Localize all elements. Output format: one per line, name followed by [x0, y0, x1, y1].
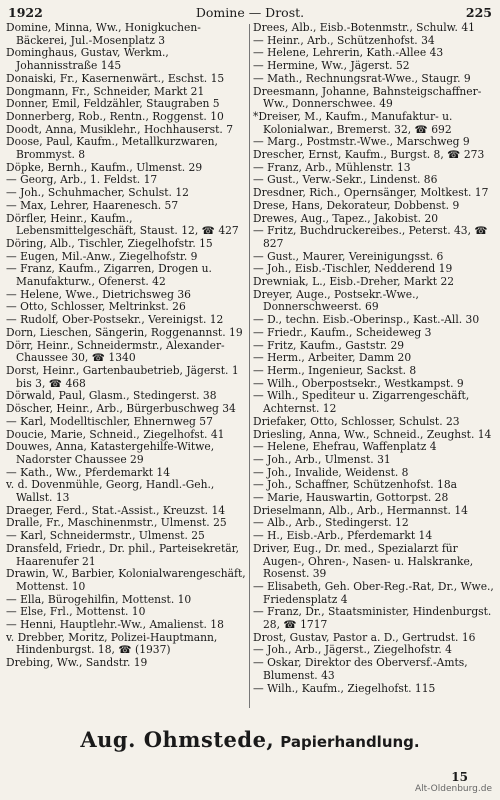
directory-entry: *Dreiser, M., Kaufm., Manufaktur- u. Kolonialwar., Bremerst. 32, ☎ 692 — [253, 109, 453, 136]
directory-entry: — Hermine, Ww., Jägerst. 52 — [253, 59, 410, 73]
directory-entry: Domine, Minna, Ww., Honigkuchen-Bäckerei, Jul.-Mosenplatz 3 — [6, 22, 201, 47]
header-year: 1922 — [8, 5, 43, 20]
advertisement — [0, 728, 500, 754]
directory-entry: Dorst, Heinr., Gartenbaubetrieb, Jägerst. 1 bis 3, ☎ 468 — [6, 363, 239, 390]
directory-entry: Dörr, Heinr., Schneidermstr., Alexander-Chaussee 30, ☎ 1340 — [6, 338, 225, 365]
directory-entry: — Helene, Wwe., Dietrichsweg 36 — [6, 287, 191, 301]
directory-entry: Drieselmann, Alb., Arb., Hermannst. 14 — [253, 503, 468, 517]
directory-entry: — Herm., Ingenieur, Sackst. 8 — [253, 363, 417, 377]
directory-entry: — D., techn. Eisb.-Oberinsp., Kast.-All. 30 — [253, 313, 480, 327]
directory-entry: Douwes, Anna, Katastergehilfe-Witwe, Nadorster Chaussee 29 — [6, 440, 215, 466]
directory-entry: — Marg., Postmstr.-Wwe., Marschweg 9 — [253, 135, 470, 149]
directory-entry: — Heinr., Arb., Schützenhofst. 34 — [253, 33, 435, 47]
directory-entry: Drost, Gustav, Pastor a. D., Gertrudst. 16 — [253, 630, 476, 644]
directory-entry: — Otto, Schlosser, Meltrinkst. 26 — [6, 300, 186, 314]
directory-entry: Driesling, Anna, Ww., Schneid., Zeughst. 14 — [253, 427, 492, 441]
directory-entry: — Henni, Hauptlehr.-Ww., Amalienst. 18 — [6, 618, 224, 632]
directory-entry: Dörfler, Heinr., Kaufm., Lebensmittelgeschäft, Staust. 12, ☎ 427 — [6, 211, 239, 238]
directory-entry: Döscher, Heinr., Arb., Bürgerbuschweg 34 — [6, 402, 236, 416]
directory-entry: — Fritz, Kaufm., Gaststr. 29 — [253, 338, 405, 352]
directory-entry: Drescher, Ernst, Kaufm., Burgst. 8, ☎ 273 — [253, 148, 485, 162]
directory-entry: — Gust., Maurer, Vereinigungsst. 6 — [253, 249, 444, 263]
directory-entry: Dörwald, Paul, Glasm., Stedingerst. 38 — [6, 389, 217, 403]
directory-entry: — Wilh., Oberpostsekr., Westkampst. 9 — [253, 376, 464, 390]
page-footer — [0, 770, 494, 796]
directory-entry: Drawin, W., Barbier, Kolonialwarengeschäft, Mottenst. 10 — [6, 567, 246, 593]
directory-entry: Drewniak, L., Eisb.-Dreher, Markt 22 — [253, 275, 455, 289]
sheet-number: 15 — [451, 770, 468, 784]
directory-entry: — Joh., Schuhmacher, Schulst. 12 — [6, 186, 189, 200]
advert-name: Aug. Ohmstede, — [80, 727, 275, 752]
left-column — [6, 22, 247, 708]
directory-entry: Donnerberg, Rob., Rentn., Roggenst. 10 — [6, 109, 224, 123]
directory-entry: — Helene, Ehefrau, Waffenplatz 4 — [253, 440, 437, 454]
directory-entry: — Fritz, Buchdruckereibes., Peterst. 43, ☎ 827 — [253, 224, 488, 250]
directory-entry: Döpke, Bernh., Kaufm., Ulmenst. 29 — [6, 160, 203, 174]
right-column — [253, 22, 494, 708]
directory-entry: Dorn, Lieschen, Sängerin, Roggenannst. 19 — [6, 325, 243, 339]
directory-entry: — Wilh., Spediteur u. Zigarrengeschäft, Achternst. 12 — [253, 389, 470, 416]
advert-trade: Papierhandlung. — [280, 733, 420, 751]
directory-entry: Doose, Paul, Kaufm., Metallkurzwaren, Brommyst. 8 — [6, 135, 218, 162]
directory-entry: — Gust., Verw.-Sekr., Lindenst. 86 — [253, 173, 438, 187]
directory-entry: Drees, Alb., Eisb.-Botenmstr., Schulw. 41 — [253, 22, 475, 34]
directory-entry: — Joh., Eisb.-Tischler, Nedderend 19 — [253, 262, 453, 276]
directory-entry: v. Drebber, Moritz, Polizei-Hauptmann, Hindenburgst. 18, ☎ (1937) — [6, 630, 218, 657]
directory-entry: — Joh., Schaffner, Schützenhofst. 18a — [253, 478, 457, 492]
directory-entry: Donner, Emil, Feldzähler, Staugraben 5 — [6, 97, 220, 111]
directory-entry: — Franz, Kaufm., Zigarren, Drogen u. Manufakturw., Ofenerst. 42 — [6, 262, 212, 289]
directory-entry: — Franz, Dr., Staatsminister, Hindenburgst. 28, ☎ 1717 — [253, 605, 492, 632]
column-divider — [249, 24, 250, 708]
directory-entry: — Eugen, Mil.-Anw., Ziegelhofstr. 9 — [6, 249, 198, 263]
directory-entry: Driefaker, Otto, Schlosser, Schulst. 23 — [253, 414, 460, 428]
directory-entry: — Oskar, Direktor des Oberversf.-Amts, Blumenst. 43 — [253, 656, 468, 682]
directory-entry: — Joh., Invalide, Weidenst. 8 — [253, 465, 409, 479]
directory-entry: — H., Eisb.-Arb., Pferdemarkt 14 — [253, 529, 433, 543]
directory-entry: — Joh., Arb., Jägerst., Ziegelhofstr. 4 — [253, 643, 452, 657]
directory-entry: — Herm., Arbeiter, Damm 20 — [253, 351, 412, 365]
directory-entry: — Helene, Lehrerin, Kath.-Allee 43 — [253, 46, 444, 60]
directory-entry: Dransfeld, Friedr., Dr. phil., Parteisekretär, Haarenufer 21 — [6, 541, 239, 568]
directory-entry: Doodt, Anna, Musiklehr., Hochhauserst. 7 — [6, 122, 234, 136]
directory-entry: — Rudolf, Ober-Postsekr., Vereinigst. 12 — [6, 313, 224, 327]
directory-entry: Drese, Hans, Dekorateur, Dobbenst. 9 — [253, 198, 460, 212]
directory-entry: Dralle, Fr., Maschinenmstr., Ulmenst. 25 — [6, 516, 227, 530]
directory-entry: — Georg, Arb., 1. Feldst. 17 — [6, 173, 158, 187]
directory-entry: Döring, Alb., Tischler, Ziegelhofstr. 15 — [6, 236, 213, 250]
directory-entry: Dreesmann, Johanne, Bahnsteigschaffner-Ww., Donnerschwee. 49 — [253, 84, 482, 111]
directory-entry: — Wilh., Kaufm., Ziegelhofst. 115 — [253, 681, 436, 695]
directory-entry: — Math., Rechnungsrat-Wwe., Staugr. 9 — [253, 71, 471, 85]
directory-entry: — Max, Lehrer, Haarenesch. 57 — [6, 198, 179, 212]
directory-entry: Draeger, Ferd., Stat.-Assist., Kreuzst. 14 — [6, 503, 226, 517]
directory-entry: Dreyer, Auge., Postsekr.-Wwe., Donnerschweerst. 69 — [253, 287, 419, 314]
directory-entry: Doucie, Marie, Schneid., Ziegelhofst. 41 — [6, 427, 225, 441]
directory-entry: — Ella, Bürogehilfin, Mottenst. 10 — [6, 592, 192, 606]
directory-entry: — Joh., Arb., Ulmenst. 31 — [253, 452, 391, 466]
directory-entry: Dongmann, Fr., Schneider, Markt 21 — [6, 84, 205, 98]
directory-entry: — Else, Frl., Mottenst. 10 — [6, 605, 146, 619]
directory-entry: Dominghaus, Gustav, Werkm., Johannisstraße 145 — [6, 46, 169, 73]
header-page-number: 225 — [465, 5, 492, 20]
directory-entry: Driver, Eug., Dr. med., Spezialarzt für Augen-, Ohren-, Nasen- u. Halskranke, Rosenst. 39 — [253, 541, 474, 581]
directory-entry: — Karl, Schneidermstr., Ulmenst. 25 — [6, 529, 205, 543]
directory-entry: Donaiski, Fr., Kasernenwärt., Eschst. 15 — [6, 71, 225, 85]
directory-entry: — Karl, Modelltischler, Ehnernweg 57 — [6, 414, 213, 428]
page-header — [8, 4, 492, 22]
directory-entry: — Marie, Hauswartin, Gottorpst. 28 — [253, 491, 449, 505]
watermark: Alt-Oldenburg.de — [414, 784, 492, 794]
directory-entry: Drebing, Ww., Sandstr. 19 — [6, 656, 148, 670]
directory-entry: — Elisabeth, Geh. Ober-Reg.-Rat, Dr., Wwe., Friedensplatz 4 — [253, 579, 494, 606]
directory-entry: Drewes, Aug., Tapez., Jakobist. 20 — [253, 211, 439, 225]
header-name-range: Domine — Drost. — [195, 5, 305, 20]
directory-entry: v. d. Dovenmühle, Georg, Handl.-Geh., Wallst. 13 — [6, 478, 215, 505]
directory-entry: — Alb., Arb., Stedingerst. 12 — [253, 516, 409, 530]
directory-entry: — Kath., Ww., Pferdemarkt 14 — [6, 465, 170, 479]
directory-entry: — Franz, Arb., Mühlenstr. 13 — [253, 160, 411, 174]
directory-entry: Dresdner, Rich., Opernsänger, Moltkest. 17 — [253, 186, 489, 200]
directory-entry: — Friedr., Kaufm., Scheideweg 3 — [253, 325, 432, 339]
